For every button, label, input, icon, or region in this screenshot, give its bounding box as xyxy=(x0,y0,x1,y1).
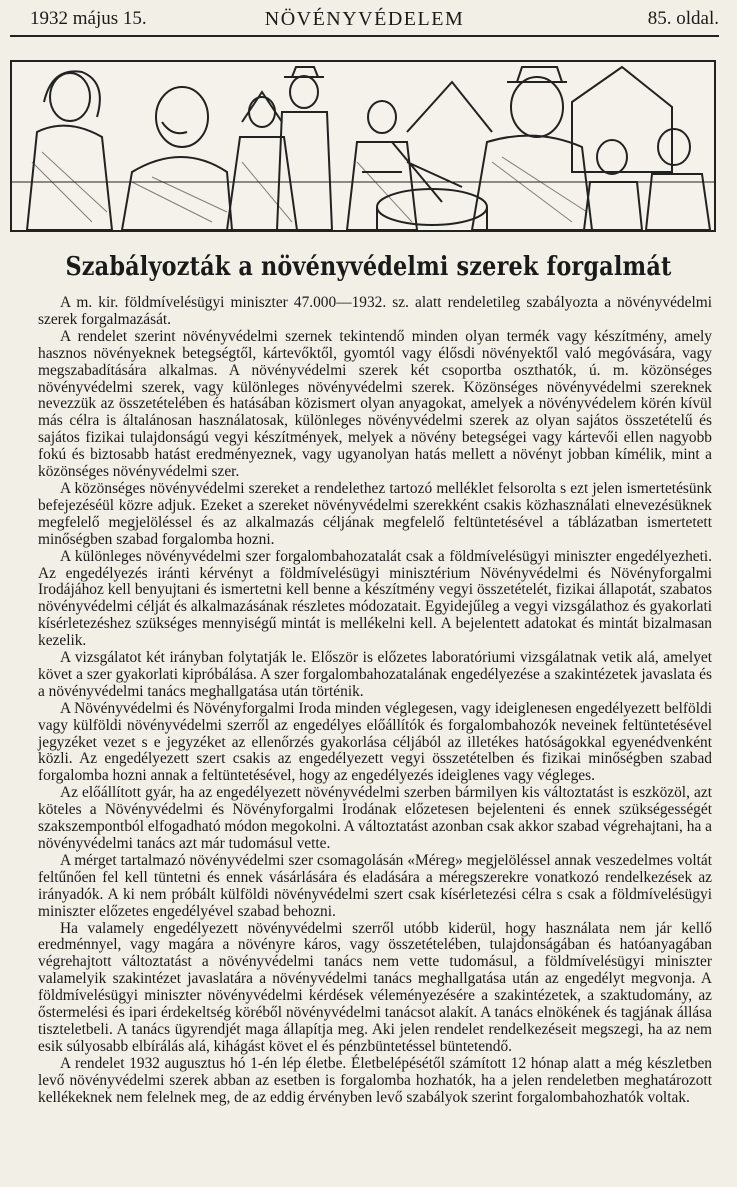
article-paragraph: A m. kir. földmívelésügyi miniszter 47.000—1932. sz. alatt rendeletileg szabályozta a növényvédelmi szerek forgalmazását. xyxy=(38,294,712,328)
article-paragraph: A Növényvédelmi és Növényforgalmi Iroda minden véglegesen, vagy ideiglenesen engedélyezett belföldi vagy külföldi növényvédelmi szerről az engedélyes előállítók és forgalombahozók neveinek feltüntetésével jegyzéket vezet s e jegyzéket az ellenőrzés gyakorlása céljából az illetékes hatóságokkal egyenédvenként közli. Az engedélyezett szert csakis az engedélyezett vegyi összetételben és fizikai minőségben szabad forgalomba hozni annak a feltüntetésével, hogy az engedélyezés ideiglenes vagy végleges. xyxy=(38,699,712,785)
article-paragraph: Az előállított gyár, ha az engedélyezett növényvédelmi szerben bármilyen kis változtatást is eszközöl, azt köteles a Növényvédelmi és Növényforgalmi Irodának előzetesen bejelenteni és ennek szükségességét szakszempontból elfogadható módon megokolni. A változtatást azonban csak akkor szabad végrehajtani, ha a növényvédelmi tanács azt már tudomásul vette. xyxy=(38,784,712,852)
article-paragraph: A közönséges növényvédelmi szereket a rendelethez tartozó melléklet felsorolta s ezt jelen ismertetésünk befejezéséül közre adjuk. Ezeket a szereket növényvédelmi szerekként csakis közhasználati elnevezésüknek megfelelő megjelöléssel és az alkalmazás céljának megfelelő feltüntetésével a táblázatban ismertetett minőségben szabad forgalomba hozni. xyxy=(38,479,712,548)
header-rule xyxy=(10,35,719,37)
article-paragraph: A vizsgálatot két irányban folytatják le. Először is előzetes laboratóriumi vizsgálatnak vetik alá, amelyet követ a szer gyakorlati kipróbálása. A szer forgalombahozatalának engedélyezése a szakintézetek javaslata és a növényvédelmi tanács meghallgatása után történik. xyxy=(38,649,712,700)
article-body xyxy=(38,295,712,1107)
article-paragraph: A különleges növényvédelmi szer forgalombahozatalát csak a földmívelésügyi miniszter engedélyezheti. Az engedélyezés iránti kérvényt a földmívelésügyi minisztérium Növényvédelmi és Növényforgalmi Irodájához kell benyujtani és ismertetni kell benne a készítmény vegyi összetételét, fizikai állapotát, szabatos növényvédelmi célját és alkalmazásának részletes módozatait. Egyidejűleg a vegyi vizsgálathoz és gyakorlati kísérletezéshez szükséges mennyiségű mintát is mellékelni kell. A bejelentett adatokat és mintát bizalmasan kezelik. xyxy=(38,547,712,650)
article-paragraph: A rendelet 1932 augusztus hó 1-én lép életbe. Életbelépésétől számított 12 hónap alatt a még készletben levő növényvédelmi szerek abban az esetben is forgalomba hozhatók, ha a jelen rendeletben meghatározott kellékeknek nem felelnek meg, de az eddig érvényben levő szabályok szerint forgalombahozhatók voltak. xyxy=(38,1054,712,1106)
magazine-title: NÖVÉNYVÉDELEM xyxy=(264,8,465,30)
village-crowd-with-drummer-illustration-icon xyxy=(10,60,716,232)
issue-date: 1932 május 15. xyxy=(30,8,147,29)
article-paragraph: Ha valamely engedélyezett növényvédelmi szerről utóbb kiderül, hogy használata nem jár kellő eredménnyel, vagy magára a növényre káros, vagy összetételében, tulajdonságában és hatóanyagában végrehajtott változtatást a növényvédelmi tanács nem vette tudomásul, a földmívelésügyi miniszter valamelyik szakintézet javaslatára a növényvédelmi tanács meghallgatása után az engedélyt megvonja. A földmívelésügyi miniszter növényvédelmi kérdések véleményezésére a szakintézetek, a szaktudomány, az őstermelési és ipari érdekeltség köréből növényvédelmi tanácsot alakít. A tanács elnökének és tagjának állása tiszteletbeli. A tanács ügyrendjét maga állapítja meg. Aki jelen rendelet rendelkezéseit megszegi, ha az nem esik súlyosabb elbírálás alá, kihágást követ el és pénzbüntetéssel büntetendő. xyxy=(38,919,712,1055)
article-paragraph: A rendelet szerint növényvédelmi szernek tekintendő minden olyan termék vagy készítmény, amely hasznos növényeknek betegségtől, kártevőktől, gyomtól vagy élősdi növényektől való megóvására, vagy megszabadítására alkalmas. A növényvédelmi szerek két csoportba oszthatók, ú. m. közönséges növényvédelmi szerek, vagy különleges növényvédelmi szerek. Közönséges növényvédelmi szereknek nevezzük az összetételében és hatásában közismert olyan anyagokat, amelyek a növényvédelem körén kívül más célra is általánosan használatosak, különleges növényvédelmi szerek az olyan sajátos összetételű és sajátos fizikai tulajdonságú vegyi készítmények, melyek a növény betegségei vagy kártevői ellen nagyobb fokú és biztosabb hatást eredményeznek, vagy ugyanolyan hatás mellett a növényt jobban kímélik, mint a közönséges növényvédelmi szer. xyxy=(38,327,712,481)
article-paragraph: A mérget tartalmazó növényvédelmi szer csomagolásán «Méreg» megjelöléssel annak veszedelmes voltát feltűnően fel kell tüntetni és ennek vásárlására és eladására a méregszerekre vonatkozó rendelkezések az irányadók. A ki nem próbált külföldi növényvédelmi szert csak kísérletezési célra s csak a földmívelésügyi miniszter előzetes engedélyével szabad behozni. xyxy=(38,851,712,920)
article-title: Szabályozták a növényvédelmi szerek forgalmát xyxy=(65,252,672,282)
page-header xyxy=(10,6,719,32)
page-number: 85. oldal. xyxy=(647,8,719,29)
